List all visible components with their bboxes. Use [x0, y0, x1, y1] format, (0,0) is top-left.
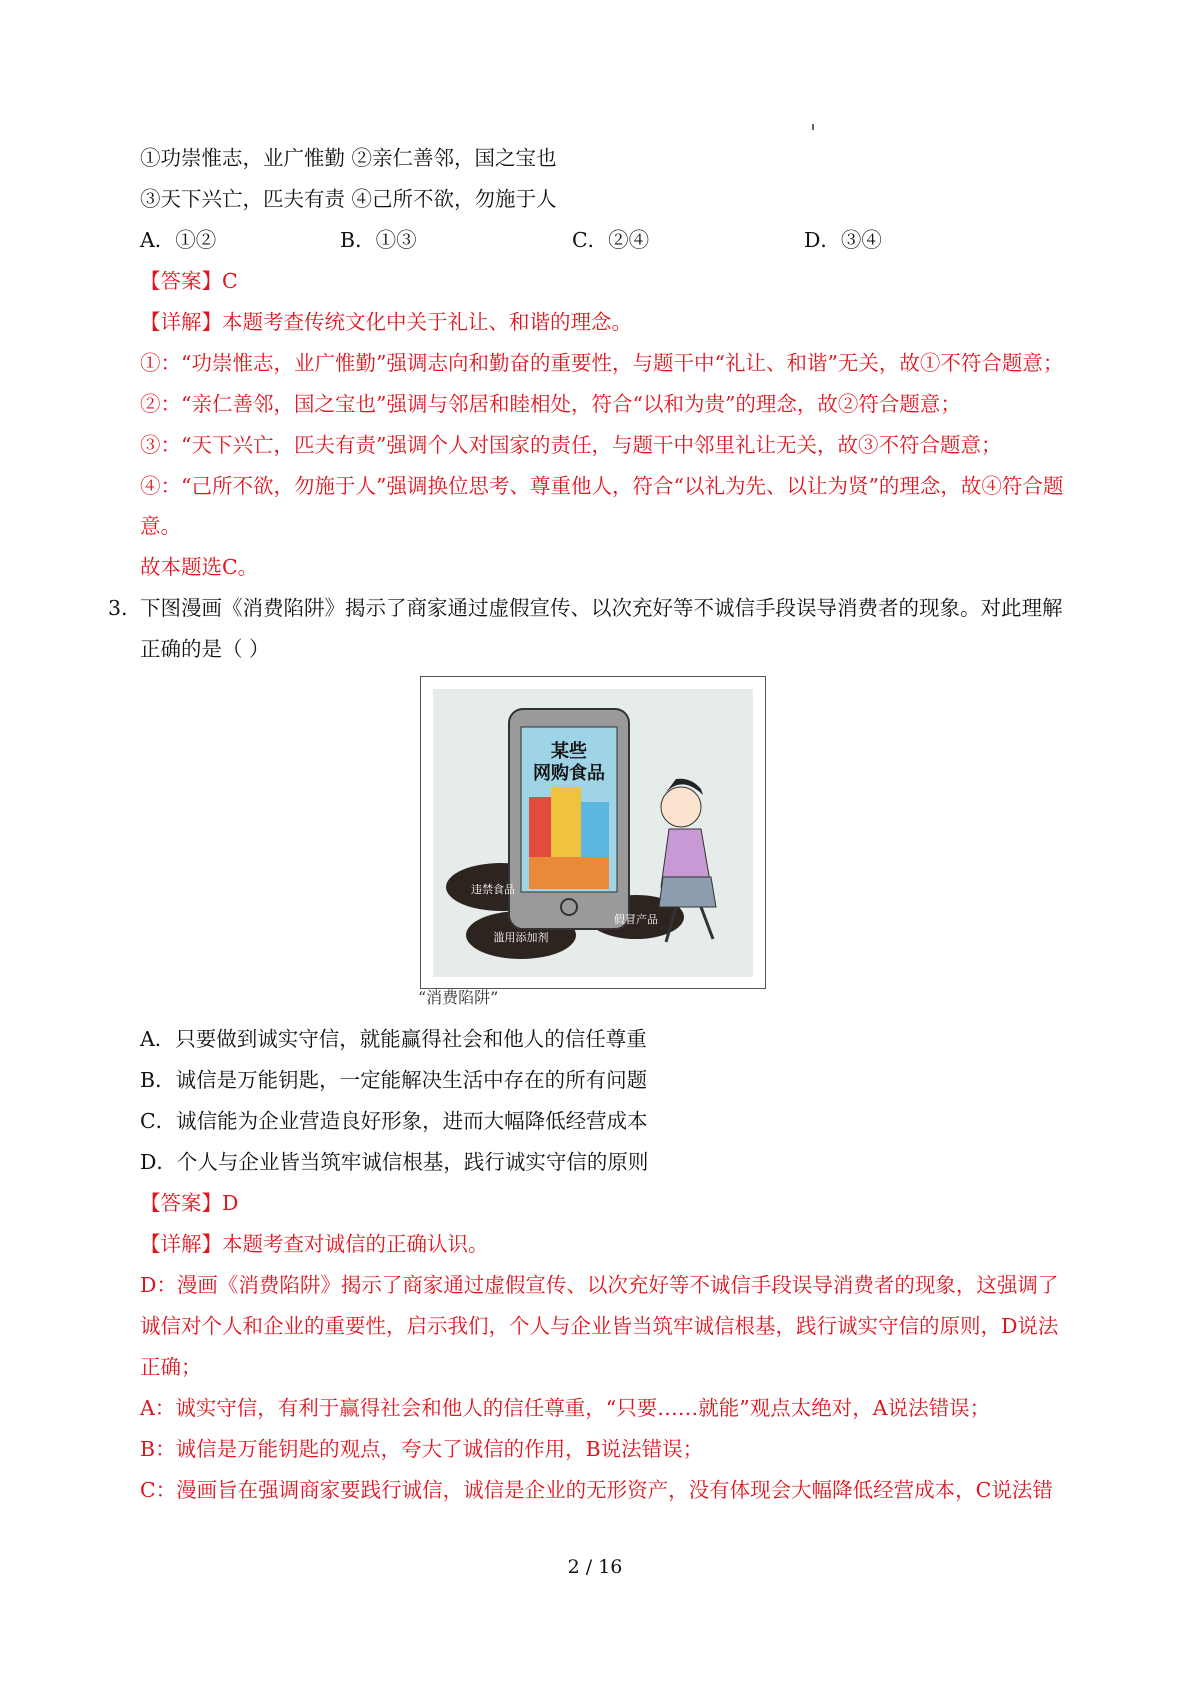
analysis-line: C：漫画旨在强调商家要践行诚信，诚信是企业的无形资产，没有体现会大幅降低经营成本，C说法错	[140, 1478, 1053, 1502]
option-c: C．诚信能为企业营造良好形象，进而大幅降低经营成本	[140, 1109, 648, 1133]
analysis-line: ②：“亲仁善邻，国之宝也”强调与邻居和睦相处，符合“以和为贵”的理念，故②符合题意；	[140, 392, 961, 416]
option-d: D．个人与企业皆当筑牢诚信根基，践行诚实守信的原则	[140, 1150, 649, 1174]
analysis-line: ④：“己所不欲，勿施于人”强调换位思考、尊重他人，符合“以礼为先、以让为贤”的理念，故④符合题	[140, 474, 1064, 498]
analysis-line: 正确；	[140, 1355, 202, 1379]
option-c: C．②④	[572, 228, 650, 252]
question-stem: 下图漫画《消费陷阱》揭示了商家通过虚假宣传、以次充好等不诚信手段误导消费者的现象。对此理解	[140, 596, 1063, 620]
option-d: D．③④	[804, 228, 882, 252]
phone-text: 某些	[551, 741, 587, 762]
figure-caption: “消费陷阱”	[418, 988, 499, 1007]
option-b: B．①③	[340, 228, 417, 252]
analysis-line: 【详解】本题考查对诚信的正确认识。	[140, 1232, 489, 1256]
option-a: A．只要做到诚实守信，就能赢得社会和他人的信任尊重	[140, 1027, 647, 1051]
pit-label: 假冒产品	[614, 913, 658, 926]
question-number: 3.	[108, 596, 128, 620]
phone-text: 网购食品	[533, 763, 605, 784]
answer: 【答案】C	[140, 269, 238, 293]
answer: 【答案】D	[140, 1191, 239, 1215]
analysis-line: 故本题选C。	[140, 555, 259, 579]
statement-line: ③天下兴亡，匹夫有责 ④己所不欲，勿施于人	[140, 187, 557, 211]
analysis-line: 意。	[140, 514, 181, 538]
page-number: 2 / 16	[567, 1556, 623, 1578]
pit-label: 违禁食品	[471, 883, 515, 896]
pit-label: 滥用添加剂	[493, 931, 549, 944]
analysis-line: 【详解】本题考查传统文化中关于礼让、和谐的理念。	[140, 310, 632, 334]
option-a: A．①②	[140, 228, 217, 252]
question-stem: 正确的是（ ）	[140, 637, 270, 661]
cartoon-figure	[420, 676, 766, 989]
statement-line: ①功崇惟志，业广惟勤 ②亲仁善邻，国之宝也	[140, 146, 557, 170]
analysis-line: ①：“功崇惟志，业广惟勤”强调志向和勤奋的重要性，与题干中“礼让、和谐”无关，故①不符合题意；	[140, 351, 1064, 375]
analysis-line: ③：“天下兴亡，匹夫有责”强调个人对国家的责任，与题干中邻里礼让无关，故③不符合题意；	[140, 433, 1002, 457]
analysis-line: D：漫画《消费陷阱》揭示了商家通过虚假宣传、以次充好等不诚信手段误导消费者的现象，这强调了	[140, 1273, 1059, 1297]
analysis-line: A：诚实守信，有利于赢得社会和他人的信任尊重，“只要……就能”观点太绝对，A说法错误；	[140, 1396, 991, 1420]
analysis-line: B：诚信是万能钥匙的观点，夸大了诚信的作用，B说法错误；	[140, 1437, 704, 1461]
option-b: B．诚信是万能钥匙，一定能解决生活中存在的所有问题	[140, 1068, 648, 1092]
cartoon-illustration	[421, 677, 765, 988]
stray-mark	[812, 124, 814, 130]
analysis-line: 诚信对个人和企业的重要性，启示我们，个人与企业皆当筑牢诚信根基，践行诚实守信的原则，D说法	[140, 1314, 1059, 1338]
